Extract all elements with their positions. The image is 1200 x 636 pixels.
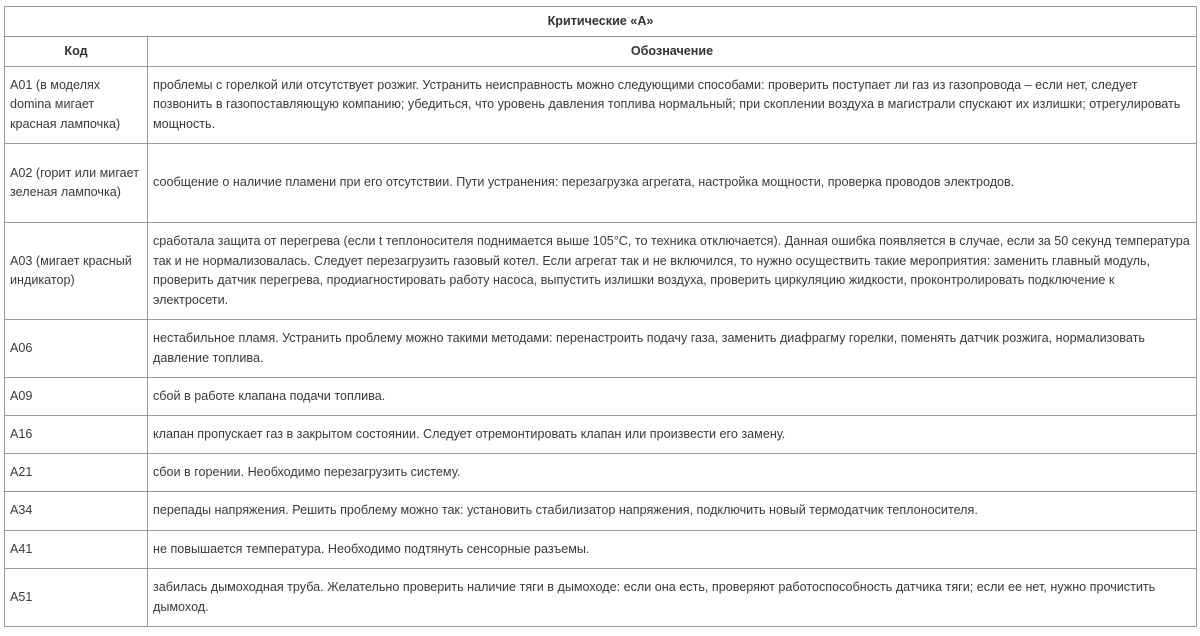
error-meaning-cell: забилась дымоходная труба. Желательно проверить наличие тяги в дымоходе: если она есть, проверяют работоспособность датчика тяги; если ее нет, нужно прочистить дымоход. bbox=[148, 569, 1197, 627]
table-header-row bbox=[5, 37, 1197, 67]
error-code-cell: A51 bbox=[5, 569, 148, 627]
error-code-cell: A41 bbox=[5, 531, 148, 569]
table-row bbox=[5, 531, 1197, 569]
error-meaning-cell: сбои в горении. Необходимо перезагрузить систему. bbox=[148, 454, 1197, 492]
error-meaning-cell: сообщение о наличие пламени при его отсутствии. Пути устранения: перезагрузка агрегата, настройка мощности, проверка проводов электродов. bbox=[148, 144, 1197, 223]
error-code-cell: A34 bbox=[5, 492, 148, 531]
error-meaning-cell: не повышается температура. Необходимо подтянуть сенсорные разъемы. bbox=[148, 531, 1197, 569]
error-meaning-cell: нестабильное пламя. Устранить проблему можно такими методами: перенастроить подачу газа, заменить диафрагму горелки, поменять датчик розжига, нормализовать давление топлива. bbox=[148, 320, 1197, 378]
column-header-code: Код bbox=[5, 37, 148, 67]
table-row bbox=[5, 320, 1197, 378]
table-row bbox=[5, 416, 1197, 454]
error-code-cell: A16 bbox=[5, 416, 148, 454]
table-row bbox=[5, 454, 1197, 492]
error-codes-table bbox=[4, 6, 1197, 627]
table-title: Критические «А» bbox=[5, 7, 1197, 37]
error-code-cell: A01 (в моделях domina мигает красная лампочка) bbox=[5, 67, 148, 144]
column-header-meaning: Обозначение bbox=[148, 37, 1197, 67]
error-code-cell: A21 bbox=[5, 454, 148, 492]
error-meaning-cell: сбой в работе клапана подачи топлива. bbox=[148, 378, 1197, 416]
error-meaning-cell: сработала защита от перегрева (если t теплоносителя поднимается выше 105°C, то техника отключается). Данная ошибка появляется в случае, если за 50 секунд температура так и не нормализовалась. Следует перезагрузить газовый котел. Если агрегат так и не включился, то нужно осуществить такие мероприятия: заменить главный модуль, проверить датчик перегрева, продиагностировать работу насоса, выпустить излишки воздуха, проверить циркуляцию жидкости, проконтролировать подключение к электросети. bbox=[148, 223, 1197, 320]
error-meaning-cell: проблемы с горелкой или отсутствует розжиг. Устранить неисправность можно следующими способами: проверить поступает ли газ из газопровода – если нет, следует позвонить в газопоставляющую компанию; убедиться, что уровень давления топлива нормальный; при скоплении воздуха в магистрали спускают их излишки; отрегулировать мощность. bbox=[148, 67, 1197, 144]
error-code-cell: A09 bbox=[5, 378, 148, 416]
error-code-cell: A06 bbox=[5, 320, 148, 378]
error-meaning-cell: перепады напряжения. Решить проблему можно так: установить стабилизатор напряжения, подключить новый термодатчик теплоносителя. bbox=[148, 492, 1197, 531]
table-row bbox=[5, 67, 1197, 144]
table-row bbox=[5, 378, 1197, 416]
error-code-cell: A02 (горит или мигает зеленая лампочка) bbox=[5, 144, 148, 223]
table-row bbox=[5, 223, 1197, 320]
table-row bbox=[5, 144, 1197, 223]
table-row bbox=[5, 569, 1197, 627]
table-row bbox=[5, 492, 1197, 531]
error-code-cell: A03 (мигает красный индикатор) bbox=[5, 223, 148, 320]
error-meaning-cell: клапан пропускает газ в закрытом состоянии. Следует отремонтировать клапан или произвести его замену. bbox=[148, 416, 1197, 454]
table-title-row bbox=[5, 7, 1197, 37]
